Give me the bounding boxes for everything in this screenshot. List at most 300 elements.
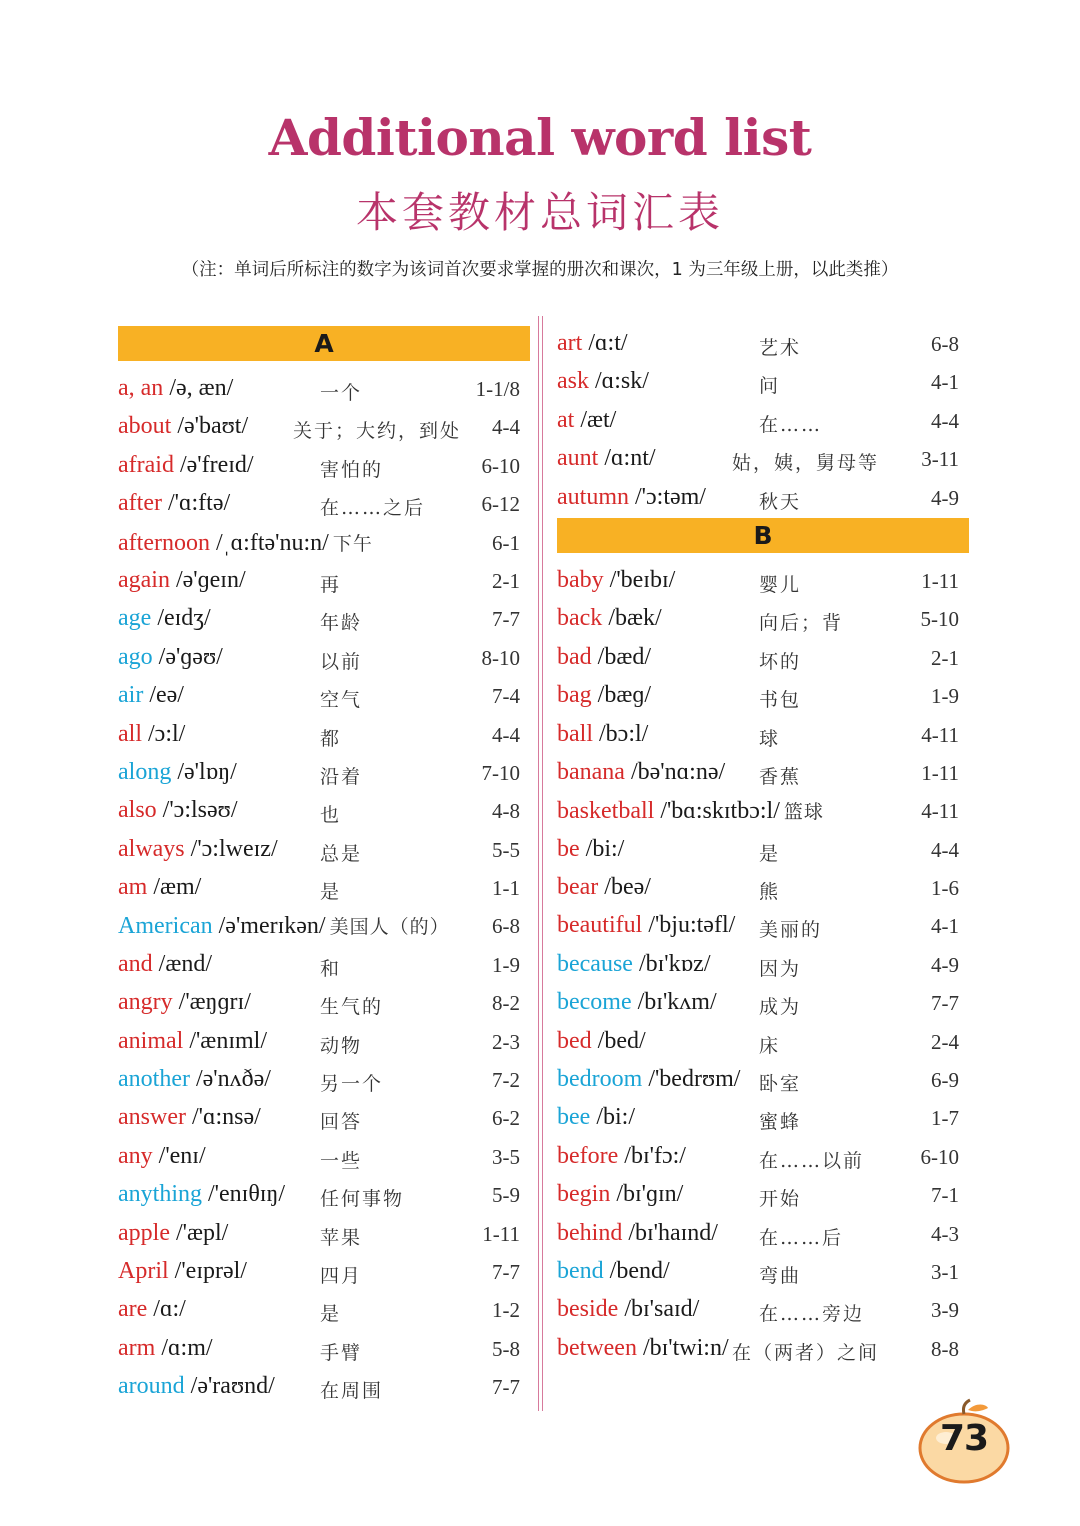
entry-phonetic: /ɑ:/ [147, 1296, 186, 1323]
entry-word: age [118, 605, 152, 632]
entry-meaning: 任何事物 [320, 1188, 405, 1211]
word-entry [118, 987, 530, 1025]
entry-meaning: 成为 [759, 996, 802, 1019]
entry-headword [557, 605, 662, 632]
entry-headword [118, 1373, 275, 1400]
entry-phonetic: /'ɑ:nsə/ [185, 1104, 261, 1131]
entry-lesson: 6-8 [931, 332, 959, 356]
entry-meaning: 姑，姨，舅母等 [732, 452, 880, 475]
entry-list-b [557, 565, 969, 1371]
entry-headword [557, 912, 735, 939]
entry-word: bad [557, 643, 592, 670]
word-entry [557, 949, 969, 987]
entry-phonetic: /ə, æn/ [163, 375, 234, 401]
entry-headword [118, 836, 278, 863]
entry-headword [557, 445, 656, 472]
entry-phonetic: /'bju:təfl/ [642, 912, 736, 939]
entry-word: about [118, 413, 172, 440]
entry-meaning: 香蕉 [759, 765, 802, 788]
entry-phonetic: /bæk/ [602, 605, 662, 632]
entry-word: autumn [557, 483, 629, 510]
entry-lesson: 8-8 [931, 1336, 959, 1361]
page-number-badge [916, 1398, 1012, 1486]
entry-headword [557, 682, 651, 709]
entry-phonetic: /ə'merɪkən/ [212, 913, 326, 940]
entry-word: afternoon [118, 529, 210, 556]
entry-lesson: 5-10 [920, 607, 959, 632]
entry-headword [557, 644, 651, 671]
word-entry [118, 1218, 530, 1256]
entry-phonetic: /'enɪθɪŋ/ [202, 1181, 286, 1208]
entry-headword [557, 407, 616, 434]
entry-headword [557, 567, 675, 594]
word-entry [118, 1102, 530, 1140]
entry-lesson: 5-5 [492, 837, 520, 862]
entry-meaning: 开始 [759, 1188, 802, 1211]
usage-note: （注：单词后所标注的数字为该词首次要求掌握的册次和课次，1 为三年级上册，以此类推） [181, 260, 899, 280]
entry-meaning: 秋天 [759, 490, 802, 513]
entry-word: around [118, 1373, 185, 1400]
entry-meaning: 书包 [759, 689, 802, 712]
entry-lesson: 4-8 [492, 799, 520, 824]
entry-meaning: 熊 [759, 881, 781, 904]
entry-word: ask [557, 368, 589, 395]
entry-headword [557, 1028, 646, 1055]
entry-lesson: 1-1/8 [475, 377, 520, 401]
entry-word: aunt [557, 445, 599, 472]
entry-lesson: 8-2 [492, 991, 520, 1016]
entry-word: any [118, 1142, 153, 1169]
entry-meaning: 回答 [320, 1111, 363, 1134]
word-entry [557, 987, 969, 1025]
entry-lesson: 7-7 [492, 1259, 520, 1284]
entry-lesson: 1-11 [482, 1221, 520, 1246]
entry-word: become [557, 989, 632, 1016]
word-entry [557, 757, 969, 795]
word-entry [557, 1141, 969, 1179]
entry-lesson: 2-1 [492, 568, 520, 593]
entry-meaning: 沿着 [320, 765, 363, 788]
entry-headword [557, 989, 717, 1016]
entry-lesson: 4-1 [931, 370, 959, 395]
entry-lesson: 6-2 [492, 1106, 520, 1131]
entry-word: be [557, 835, 580, 862]
entry-word: a, an [118, 375, 164, 401]
entry-phonetic: /ænd/ [152, 950, 212, 977]
column-divider [538, 316, 543, 1411]
entry-meaning: 四月 [320, 1264, 363, 1287]
word-entry [118, 680, 530, 718]
entry-meaning: 卧室 [759, 1073, 802, 1096]
left-column [118, 326, 530, 1410]
entry-headword [557, 1104, 635, 1131]
word-entry [118, 603, 530, 641]
word-entry [557, 405, 969, 443]
entry-meaning: 蜜蜂 [759, 1111, 802, 1134]
entry-lesson: 1-2 [492, 1298, 520, 1323]
entry-word: arm [118, 1334, 156, 1361]
entry-phonetic: /ə'ɡeɪn/ [169, 566, 246, 593]
entry-headword [118, 529, 373, 557]
entry-meaning: 一个 [320, 382, 363, 404]
entry-meaning: 弯曲 [759, 1264, 802, 1287]
entry-lesson: 1-9 [931, 684, 959, 709]
entry-word: between [557, 1334, 637, 1361]
entry-meaning: 在……旁边 [759, 1303, 865, 1326]
entry-lesson: 4-1 [931, 914, 959, 939]
entry-headword [557, 1066, 740, 1093]
section-header-a: A [118, 326, 530, 361]
entry-meaning: 害怕的 [320, 458, 384, 481]
entry-meaning: 婴儿 [759, 573, 802, 596]
word-entry [118, 1141, 530, 1179]
entry-meaning: 在……之后 [320, 497, 426, 520]
entry-word: along [118, 758, 172, 785]
entry-headword [118, 682, 184, 709]
entry-phonetic: /'æpl/ [169, 1219, 229, 1246]
entry-headword [118, 951, 212, 978]
entry-meaning: 苹果 [320, 1226, 363, 1249]
entry-word: bedroom [557, 1066, 643, 1093]
entry-lesson: 2-3 [492, 1029, 520, 1054]
entry-phonetic: /eə/ [143, 682, 184, 709]
entry-meaning: 因为 [759, 957, 802, 980]
entry-headword [557, 951, 710, 978]
word-entry [557, 719, 969, 757]
word-entry [557, 565, 969, 603]
entry-lesson: 4-3 [931, 1221, 959, 1246]
entry-headword [557, 759, 725, 786]
entry-phonetic: /bɔ:l/ [593, 720, 649, 747]
entry-lesson: 6-10 [920, 1144, 959, 1169]
entry-word: are [118, 1296, 148, 1323]
entry-meaning: 总是 [320, 842, 363, 865]
entry-phonetic: /ə'freɪd/ [173, 451, 254, 478]
entry-lesson: 8-10 [481, 645, 520, 670]
entry-lesson: 3-1 [931, 1259, 959, 1284]
entry-phonetic: /æm/ [147, 874, 202, 901]
word-entry [557, 1294, 969, 1332]
section-header-b: B [557, 518, 969, 553]
entry-phonetic: /bæd/ [591, 643, 651, 670]
word-entry [118, 488, 530, 526]
entry-phonetic: /'æŋɡrɪ/ [172, 989, 251, 1016]
entry-phonetic: /bɪ'haɪnd/ [622, 1219, 718, 1246]
entry-word: ago [118, 643, 153, 670]
entry-word: afraid [118, 451, 174, 478]
entry-headword [118, 1296, 186, 1323]
entry-phonetic: /bə'nɑ:nə/ [624, 758, 726, 785]
entry-headword [118, 759, 237, 786]
entry-headword [118, 490, 230, 517]
entry-meaning: 空气 [320, 689, 363, 712]
entry-phonetic: /ə'raʊnd/ [184, 1373, 275, 1400]
entry-lesson: 5-9 [492, 1183, 520, 1208]
entry-phonetic: /'enɪ/ [152, 1142, 206, 1169]
entry-headword [118, 912, 450, 940]
entry-word: basketball [557, 798, 655, 825]
entry-headword [118, 413, 248, 440]
entry-word: and [118, 950, 153, 977]
entry-word: animal [118, 1027, 184, 1054]
entry-phonetic: /eɪdʒ/ [151, 605, 211, 632]
entry-meaning: 向后；背 [759, 612, 844, 635]
entry-word: always [118, 835, 185, 862]
entry-phonetic: /ə'ɡəʊ/ [152, 643, 223, 670]
entry-word: banana [557, 758, 625, 785]
entry-headword [118, 874, 201, 901]
word-entry [118, 1371, 530, 1409]
entry-headword [118, 1335, 213, 1362]
entry-phonetic: /bi:/ [590, 1104, 635, 1131]
entry-lesson: 6-8 [492, 914, 520, 939]
entry-headword [118, 375, 233, 402]
entry-meaning: 和 [320, 957, 342, 980]
entry-headword [557, 836, 624, 863]
entry-headword [118, 452, 254, 479]
entry-word: baby [557, 566, 604, 593]
entry-phonetic: /bɪ'twi:n/ [636, 1334, 729, 1361]
word-entry [557, 1102, 969, 1140]
entry-word: also [118, 797, 157, 824]
entry-lesson: 5-8 [492, 1336, 520, 1361]
entry-meaning: 另一个 [320, 1073, 384, 1096]
entry-headword [118, 1258, 247, 1285]
entry-headword [118, 797, 237, 824]
word-entry [557, 328, 969, 366]
entry-phonetic: /'bedrʊm/ [642, 1066, 741, 1093]
entry-word: beautiful [557, 912, 643, 939]
entry-phonetic: /'ɔ:təm/ [629, 483, 706, 510]
entry-word: bee [557, 1104, 591, 1131]
word-entry [557, 642, 969, 680]
entry-word: anything [118, 1181, 202, 1208]
entry-lesson: 2-1 [931, 645, 959, 670]
entry-meaning: 动物 [320, 1034, 363, 1057]
entry-lesson: 7-1 [931, 1183, 959, 1208]
word-entry [118, 872, 530, 910]
entry-headword [557, 721, 648, 748]
word-entry [118, 565, 530, 603]
entry-word: behind [557, 1219, 623, 1246]
word-entry [557, 872, 969, 910]
entry-word: begin [557, 1181, 611, 1208]
entry-meaning: 美国人（的） [329, 916, 450, 939]
word-entry [557, 1333, 969, 1371]
entry-lesson: 1-7 [931, 1106, 959, 1131]
word-entry [118, 949, 530, 987]
entry-word: bed [557, 1027, 592, 1054]
entry-meaning: 以前 [320, 650, 363, 673]
entry-phonetic: /bi:/ [579, 835, 625, 862]
entry-headword [118, 605, 211, 632]
entry-meaning: 一些 [320, 1149, 363, 1172]
entry-lesson: 4-4 [492, 415, 520, 440]
entry-lesson: 6-9 [931, 1068, 959, 1093]
entry-headword [118, 567, 246, 594]
entry-headword [557, 330, 628, 357]
entry-word: apple [118, 1219, 170, 1246]
entry-meaning: 关于；大约，到处 [293, 420, 462, 443]
entry-headword [557, 1143, 686, 1170]
entry-phonetic: /ə'baʊt/ [171, 413, 249, 440]
entry-headword [118, 1220, 228, 1247]
entry-lesson: 3-11 [921, 447, 959, 472]
word-entry [557, 1218, 969, 1256]
entry-phonetic: /æt/ [574, 406, 617, 433]
entry-meaning: 在……后 [759, 1226, 844, 1249]
entry-headword [118, 1181, 285, 1208]
entry-headword [557, 484, 706, 511]
word-entry [118, 795, 530, 833]
entry-meaning: 年龄 [320, 612, 363, 635]
entry-meaning: 球 [759, 727, 781, 750]
entry-headword [118, 644, 223, 671]
entry-word: back [557, 605, 603, 632]
entry-word: am [118, 874, 148, 901]
entry-lesson: 6-12 [481, 492, 520, 517]
entry-word: before [557, 1142, 619, 1169]
entry-lesson: 4-11 [921, 799, 959, 824]
entry-meaning: 手臂 [320, 1341, 363, 1364]
entry-headword [557, 797, 824, 825]
entry-meaning: 下午 [332, 532, 373, 555]
entry-lesson: 4-4 [492, 722, 520, 747]
entry-lesson: 7-7 [492, 607, 520, 632]
title-chinese: 本套教材总词汇表 [355, 188, 724, 237]
entry-lesson: 1-9 [492, 952, 520, 977]
entry-meaning: 在…… [759, 413, 823, 436]
entry-phonetic: /bɪ'kʌm/ [631, 989, 717, 1016]
entry-word: all [118, 720, 142, 747]
entry-phonetic: /'ɑ:ftə/ [161, 490, 231, 517]
entry-phonetic: /beə/ [598, 874, 651, 901]
entry-lesson: 2-4 [931, 1029, 959, 1054]
word-entry [118, 910, 530, 948]
word-entry [118, 373, 530, 411]
word-entry [118, 1294, 530, 1332]
entry-phonetic: /'ɔ:lsəʊ/ [156, 797, 238, 824]
entry-lesson: 1-1 [492, 876, 520, 901]
entry-headword [118, 721, 185, 748]
word-entry [118, 1333, 530, 1371]
entry-meaning: 是 [320, 881, 342, 904]
word-entry [557, 910, 969, 948]
entry-word: beside [557, 1296, 619, 1323]
entry-word: air [118, 682, 144, 709]
entry-lesson: 4-9 [931, 952, 959, 977]
entry-meaning: 生气的 [320, 996, 384, 1019]
entry-phonetic: /'ænɪml/ [183, 1027, 267, 1054]
entry-phonetic: /bæɡ/ [591, 682, 651, 709]
entry-meaning: 艺术 [759, 337, 802, 359]
entry-headword [118, 989, 251, 1016]
entry-lesson: 4-11 [921, 722, 959, 747]
entry-phonetic: /bed/ [591, 1027, 646, 1054]
word-entry [557, 443, 969, 481]
entry-list-a-continued [557, 328, 969, 520]
entry-word: again [118, 566, 170, 593]
entry-headword [557, 1258, 670, 1285]
entry-phonetic: /ə'lɒŋ/ [171, 758, 237, 785]
word-entry [557, 1064, 969, 1102]
entry-meaning: 是 [320, 1303, 342, 1326]
entry-phonetic: /bend/ [603, 1257, 670, 1284]
word-entry [118, 1064, 530, 1102]
entry-headword [557, 874, 651, 901]
entry-meaning: 床 [759, 1034, 781, 1057]
entry-meaning: 在……以前 [759, 1149, 865, 1172]
entry-meaning: 在周围 [320, 1380, 384, 1403]
entry-phonetic: /ə'nʌðə/ [189, 1066, 271, 1093]
entry-phonetic: /bɪ'saɪd/ [618, 1296, 700, 1323]
entry-lesson: 1-11 [921, 760, 959, 785]
word-entry [557, 834, 969, 872]
entry-phonetic: /ˌɑ:ftə'nu:n/ [209, 529, 329, 556]
word-entry [118, 757, 530, 795]
entry-meaning: 美丽的 [759, 919, 823, 942]
page-number: 73 [939, 1418, 989, 1459]
entry-lesson: 4-4 [931, 837, 959, 862]
entry-meaning: 坏的 [759, 650, 802, 673]
entry-lesson: 4-9 [931, 485, 959, 510]
entry-lesson: 3-5 [492, 1144, 520, 1169]
word-entry [118, 719, 530, 757]
entry-phonetic: /bɪ'fɔ:/ [618, 1142, 686, 1169]
entry-word: bag [557, 682, 592, 709]
word-entry [557, 1026, 969, 1064]
word-entry [118, 1026, 530, 1064]
entry-lesson: 6-10 [481, 453, 520, 478]
entry-phonetic: /'ɔ:lweɪz/ [184, 835, 278, 862]
entry-phonetic: /'eɪprəl/ [168, 1257, 247, 1284]
entry-phonetic: /ɑ:t/ [582, 330, 628, 356]
word-entry [118, 1256, 530, 1294]
word-entry [557, 795, 969, 833]
entry-phonetic: /'bɑ:skɪtbɔ:l/ [654, 798, 780, 825]
entry-phonetic: /ɔ:l/ [142, 720, 186, 747]
entry-meaning: 也 [320, 804, 342, 827]
entry-phonetic: /'beɪbɪ/ [603, 566, 676, 593]
entry-word: art [557, 330, 583, 356]
entry-meaning: 再 [320, 573, 342, 596]
entry-meaning: 是 [759, 842, 781, 865]
entry-meaning: 在（两者）之间 [732, 1341, 880, 1364]
word-entry [118, 450, 530, 488]
entry-lesson: 7-7 [492, 1375, 520, 1400]
entry-word: at [557, 406, 575, 433]
entry-phonetic: /bɪ'ɡɪn/ [610, 1181, 684, 1208]
entry-word: ball [557, 720, 593, 747]
entry-lesson: 1-6 [931, 876, 959, 901]
entry-lesson: 3-9 [931, 1298, 959, 1323]
entry-headword [118, 1143, 206, 1170]
entry-headword [557, 1296, 699, 1323]
entry-phonetic: /ɑ:sk/ [589, 368, 649, 395]
entry-word: another [118, 1066, 190, 1093]
entry-lesson: 7-2 [492, 1068, 520, 1093]
entry-headword [557, 368, 649, 395]
right-column [557, 326, 969, 1371]
entry-meaning: 问 [759, 375, 781, 398]
entry-lesson: 7-10 [481, 760, 520, 785]
word-entry [557, 366, 969, 404]
entry-headword [557, 1335, 729, 1362]
word-entry [557, 1256, 969, 1294]
entry-meaning: 都 [320, 727, 342, 750]
entry-lesson: 1-11 [921, 568, 959, 593]
entry-phonetic: /bɪ'kɒz/ [632, 950, 711, 977]
